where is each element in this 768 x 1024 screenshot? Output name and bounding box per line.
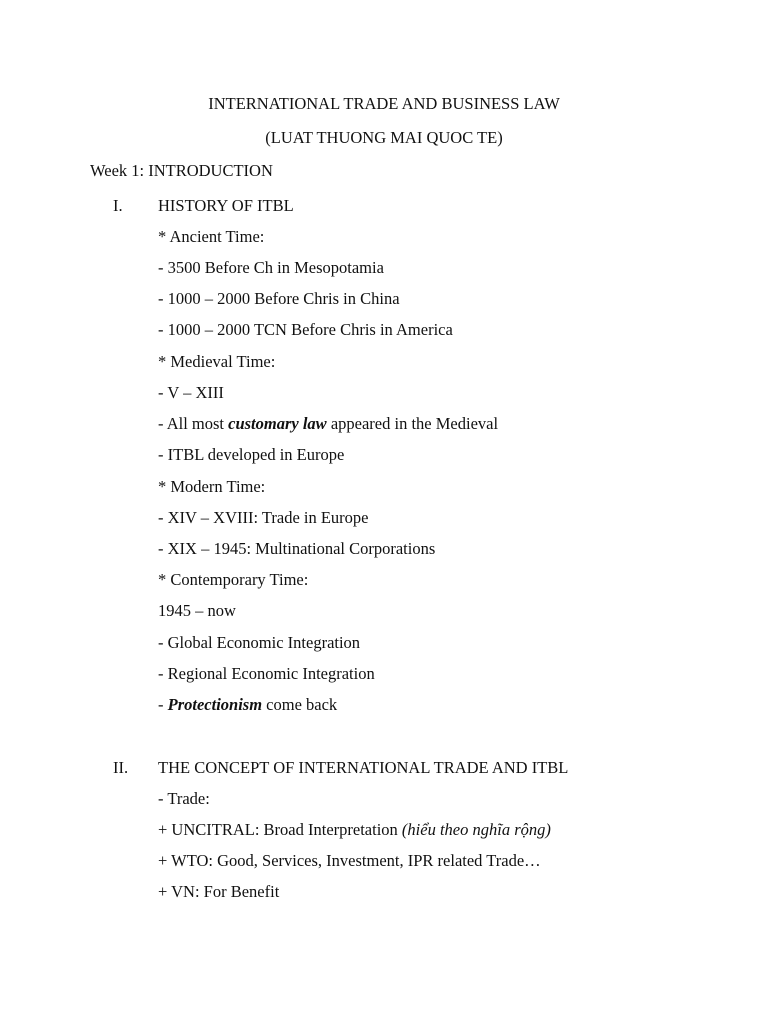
medieval-line-2-prefix: - All most [158,414,229,433]
ancient-line-3: - 1000 – 2000 TCN Before Chris in America [158,320,453,339]
modern-time-heading: * Modern Time: [158,477,266,496]
ancient-line-2: - 1000 – 2000 Before Chris in China [158,289,400,308]
section-1-heading: HISTORY OF ITBL [158,196,294,215]
medieval-time-heading: * Medieval Time: [158,352,276,371]
contemporary-line-1: 1945 – now [158,601,236,620]
medieval-line-2-suffix: appeared in the Medieval [326,414,499,433]
ancient-time-heading: * Ancient Time: [158,227,265,246]
uncitral-prefix: + UNCITRAL: Broad Interpretation [158,820,402,839]
uncitral-line [158,820,551,840]
vn-line: + VN: For Benefit [158,882,280,901]
contemporary-line-2: - Global Economic Integration [158,633,361,652]
medieval-line-3: - ITBL developed in Europe [158,445,345,464]
medieval-line-2 [158,414,498,434]
section-2-heading: THE CONCEPT OF INTERNATIONAL TRADE AND ITBL [158,758,569,777]
section-1-number: I. [113,196,123,215]
contemporary-line-4-prefix: - [158,695,168,714]
modern-line-2: - XIX – 1945: Multinational Corporations [158,539,436,558]
document-subtitle: (LUAT THUONG MAI QUOC TE) [265,128,503,147]
contemporary-time-heading: * Contemporary Time: [158,570,309,589]
ancient-line-1: - 3500 Before Ch in Mesopotamia [158,258,384,277]
week-heading: Week 1: INTRODUCTION [90,161,273,180]
customary-law-emphasis: customary law [228,414,327,433]
contemporary-line-3: - Regional Economic Integration [158,664,375,683]
trade-heading: - Trade: [158,789,210,808]
protectionism-emphasis: Protectionism [167,695,263,714]
contemporary-line-4-suffix: come back [262,695,338,714]
section-2-number: II. [113,758,129,777]
contemporary-line-4 [158,695,337,715]
uncitral-italic-note: (hiểu theo nghĩa rộng) [401,820,551,839]
medieval-line-1: - V – XIII [158,383,224,402]
document-title: INTERNATIONAL TRADE AND BUSINESS LAW [208,94,560,113]
wto-line: + WTO: Good, Services, Investment, IPR related Trade… [158,851,541,870]
modern-line-1: - XIV – XVIII: Trade in Europe [158,508,369,527]
